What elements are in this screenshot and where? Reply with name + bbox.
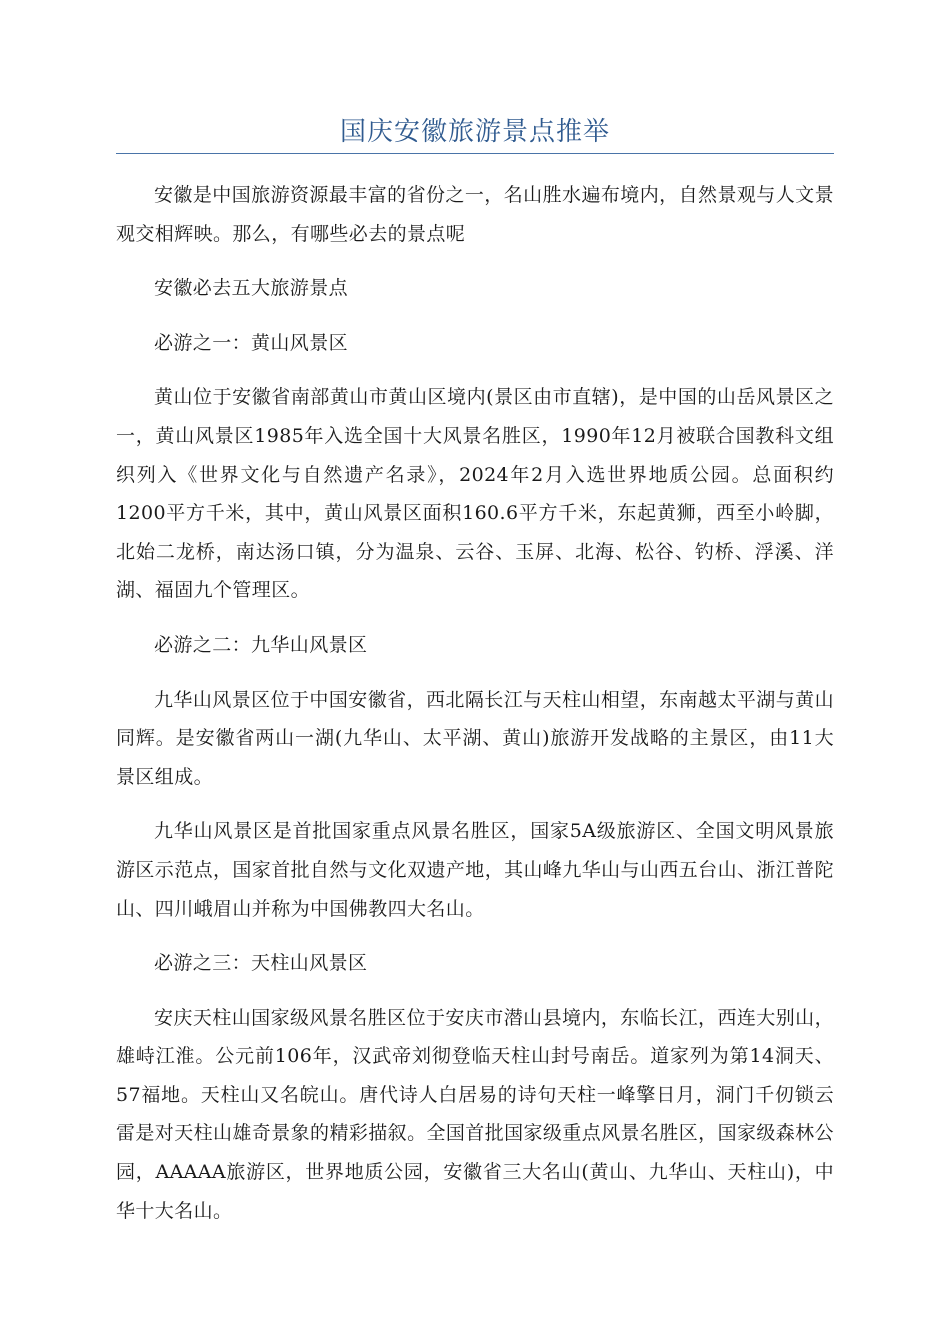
huangshan-paragraph: 黄山位于安徽省南部黄山市黄山区境内(景区由市直辖)，是中国的山岳风景区之一，黄山风景区1985年入选全国十大风景名胜区，1990年12月被联合国教科文组织列入《世界文化与自然遗产名录》，2024年2月入选世界地质公园。总面积约1200平方千米，其中，黄山风景区面积160.6平方千米，东起黄狮，西至小岭脚，北始二龙桥，南达汤口镇，分为温泉、云谷、玉屏、北海、松谷、钓桥、浮溪、洋湖、福固九个管理区。 — [116, 386, 834, 602]
document-title: 国庆安徽旅游景点推举 — [339, 117, 610, 147]
jiuhuashan-paragraph-1: 九华山风景区位于中国安徽省，西北隔长江与天柱山相望，东南越太平湖与黄山同辉。是安徽省两山一湖(九华山、太平湖、黄山)旅游开发战略的主景区，由11大景区组成。 — [116, 688, 834, 788]
jiuhuashan-paragraph-2: 九华山风景区是首批国家重点风景名胜区，国家5A级旅游区、全国文明风景旅游区示范点，国家首批自然与文化双遗产地，其山峰九华山与山西五台山、浙江普陀山、四川峨眉山并称为中国佛教四大名山。 — [116, 820, 834, 920]
title-underline — [116, 153, 834, 154]
section-heading-huangshan: 必游之一：黄山风景区 — [154, 331, 349, 354]
section-heading-tianzhushan: 必游之三：天柱山风景区 — [154, 952, 368, 975]
document-body — [116, 176, 834, 1230]
tianzhushan-paragraph: 安庆天柱山国家级风景名胜区位于安庆市潜山县境内，东临长江，西连大别山，雄峙江淮。公元前106年，汉武帝刘彻登临天柱山封号南岳。道家列为第14洞天、57福地。天柱山又名皖山。唐代诗人白居易的诗句天柱一峰擎日月，洞门千仞锁云雷是对天柱山雄奇景象的精彩描叙。全国首批国家级重点风景名胜区，国家级森林公园，AAAAA旅游区，世界地质公园，安徽省三大名山(黄山、九华山、天柱山)，中华十大名山。 — [116, 1006, 834, 1222]
section-heading-jiuhuashan: 必游之二：九华山风景区 — [154, 633, 368, 656]
intro-paragraph: 安徽是中国旅游资源最丰富的省份之一，名山胜水遍布境内，自然景观与人文景观交相辉映。那么，有哪些必去的景点呢 — [116, 184, 834, 245]
document-page — [116, 112, 834, 1246]
section-heading-top-five: 安徽必去五大旅游景点 — [154, 277, 349, 300]
